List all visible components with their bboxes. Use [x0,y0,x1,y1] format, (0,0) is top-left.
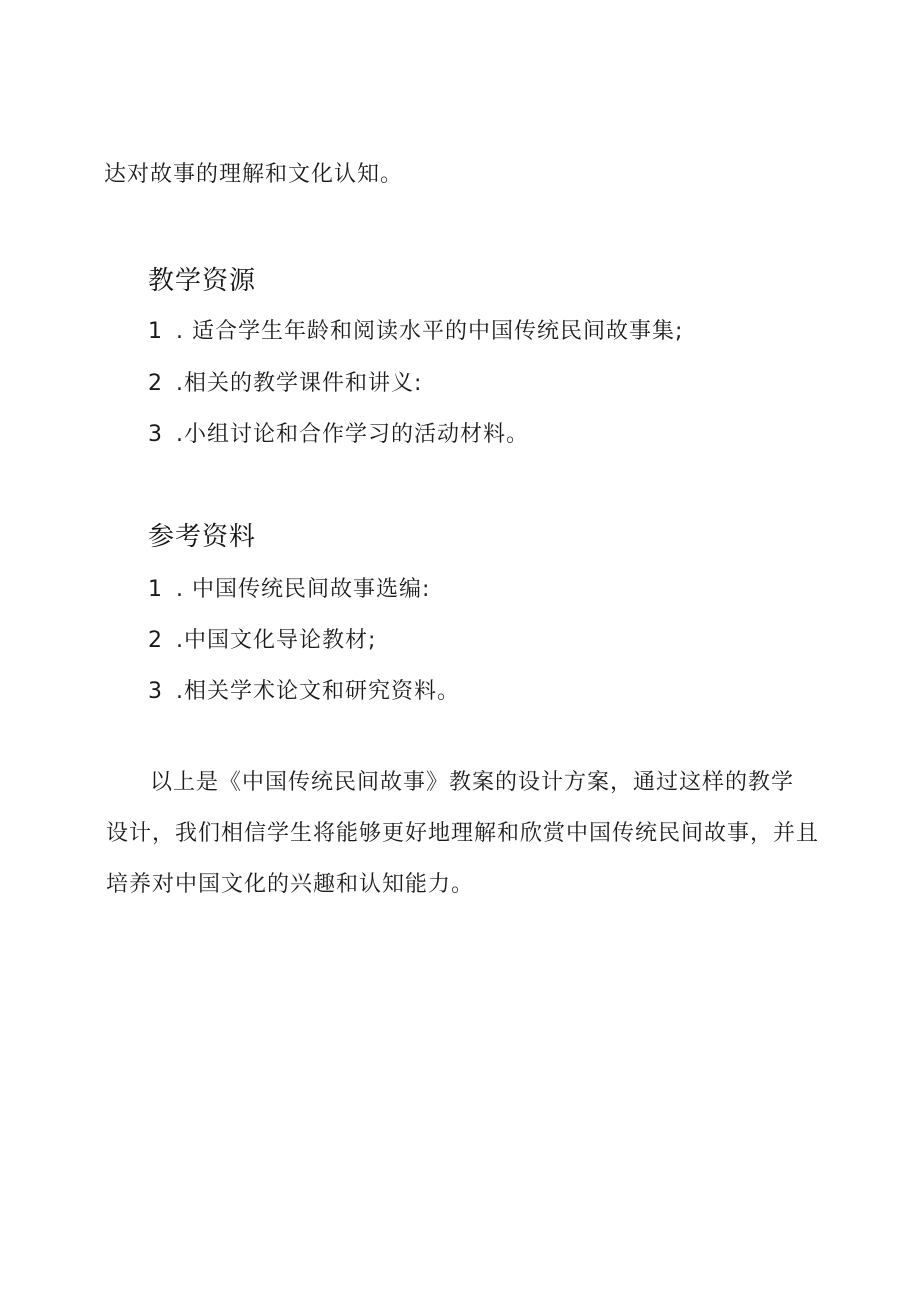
list-item-text: . 适合学生年龄和阅读水平的中国传统民间故事集; [176,319,684,344]
continuation-text: 达对故事的理解和文化认知。 [104,162,404,187]
list-item-number: 2 [148,628,163,653]
paragraph-line: 以上是《中国传统民间故事》教案的设计方案，通过这样的教学 [150,770,795,795]
list-item [148,677,460,707]
list-item-text: . 中国传统民间故事选编: [176,577,431,602]
list-item [148,626,376,656]
list-item [148,420,529,450]
list-item-number: 1 [148,319,163,344]
paragraph-line: 培养对中国文化的兴趣和认知能力。 [106,872,475,897]
list-item-number: 3 [148,679,163,704]
list-item-text: .中国文化导论教材; [176,628,377,653]
list-item-number: 1 [148,577,163,602]
list-item-number: 3 [148,422,163,447]
list-item [148,369,422,399]
paragraph-line: 设计，我们相信学生将能够更好地理解和欣赏中国传统民间故事，并且 [106,821,820,846]
section-heading-resources: 教学资源 [148,266,257,296]
list-item [148,575,430,605]
list-item-number: 2 [148,371,163,396]
list-item-text: .相关的教学课件和讲义: [176,371,423,396]
list-item-text: .小组讨论和合作学习的活动材料。 [176,422,529,447]
section-heading-references: 参考资料 [148,522,257,552]
list-item [148,317,683,347]
conclusion-paragraph [106,757,818,910]
list-item-text: .相关学术论文和研究资料。 [176,679,460,704]
